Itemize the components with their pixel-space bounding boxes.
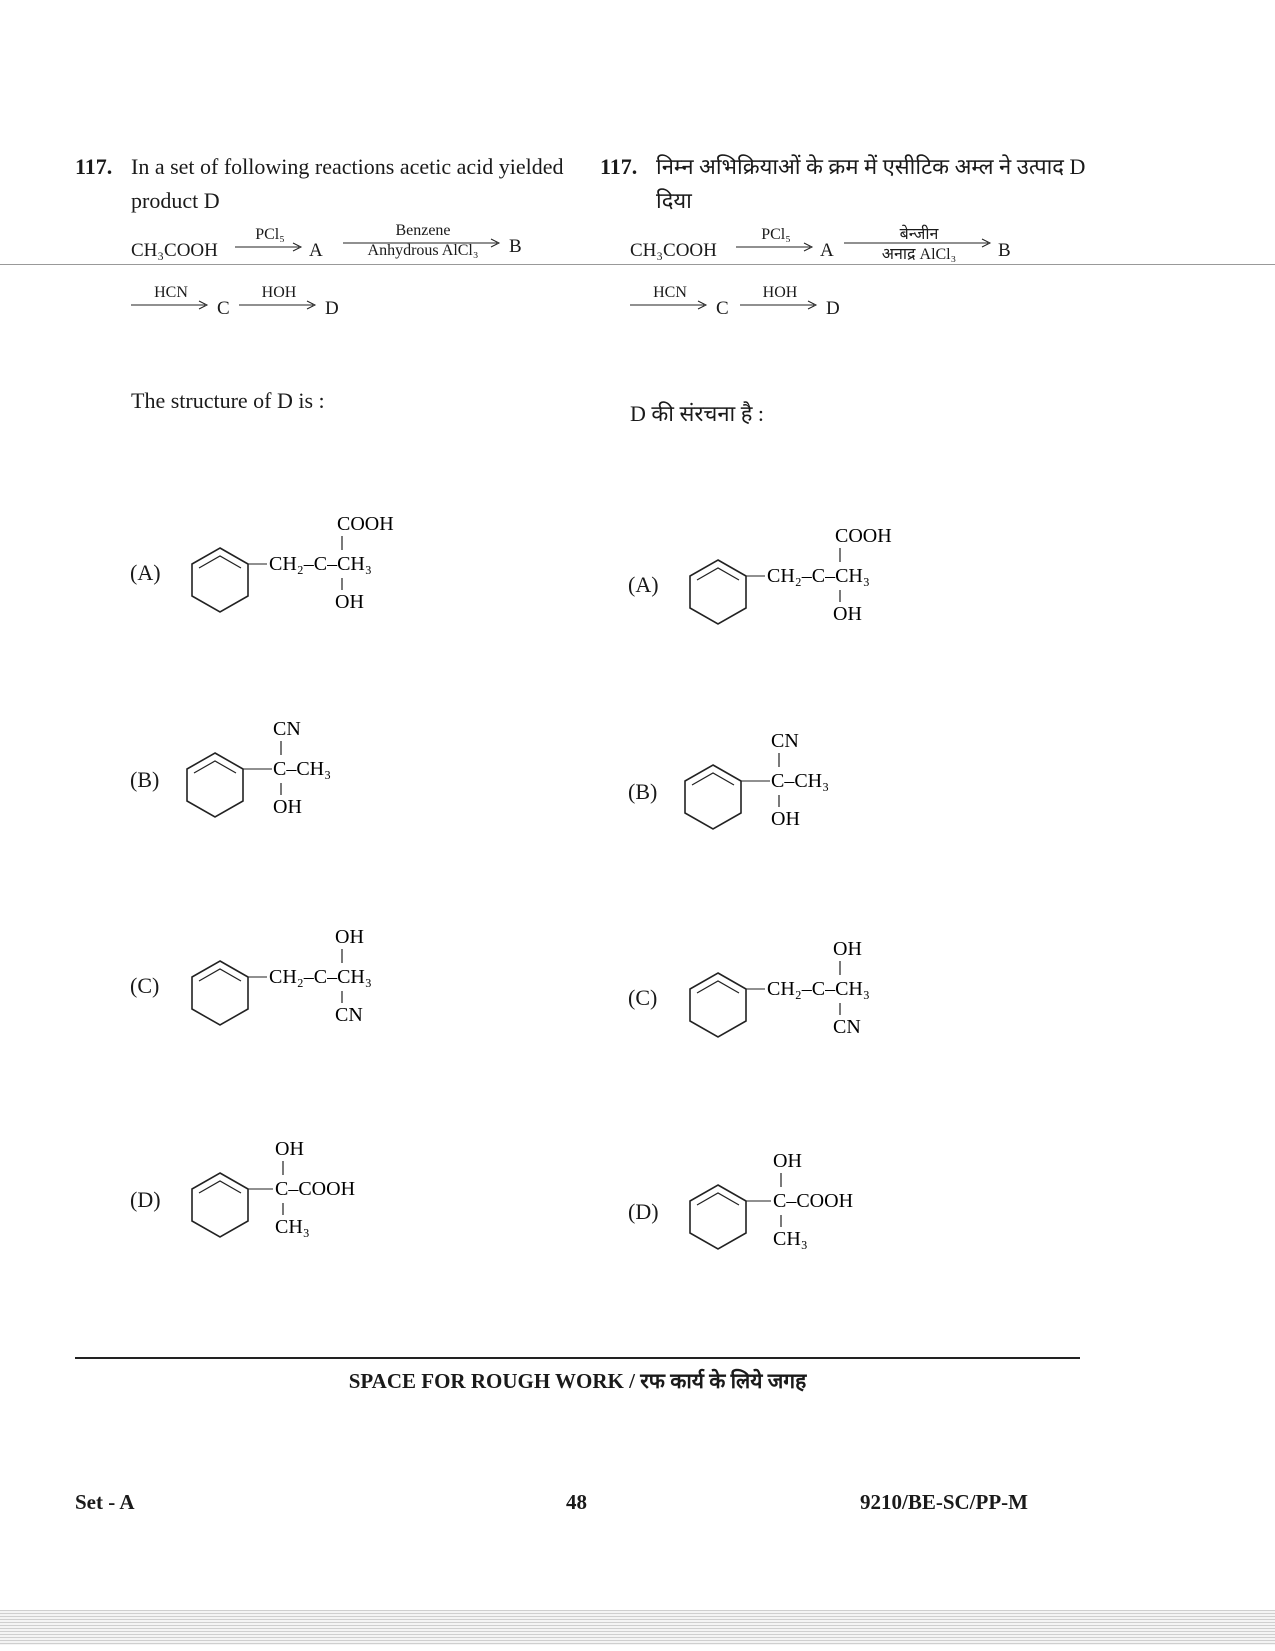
option-label: (D) xyxy=(130,1187,161,1212)
top-group: CN xyxy=(771,730,799,752)
top-group: OH xyxy=(773,1150,802,1172)
prompt-hindi: D की संरचना है : xyxy=(630,401,765,426)
bottom-group: CN xyxy=(335,1004,363,1026)
reaction-arrow-3 xyxy=(630,284,710,324)
structure-b xyxy=(683,727,963,837)
question-text: In a set of following reactions acetic acid yielded product D xyxy=(131,154,564,213)
reagent-label: Benzene xyxy=(395,222,451,239)
intermediate-b: B xyxy=(998,240,1011,261)
bottom-group: OH xyxy=(771,808,800,830)
main-chain: C–COOH xyxy=(275,1178,356,1200)
reagent-label: HOH xyxy=(261,284,297,301)
question-text: निम्न अभिक्रियाओं के क्रम में एसीटिक अम्ल ने उत्पाद D दिया xyxy=(656,154,1086,213)
intermediate-c: C xyxy=(217,298,230,319)
reagent-label: Anhydrous AlCl₃ xyxy=(367,242,479,259)
main-chain: CH₂–C–CH₃ xyxy=(767,978,870,1000)
arrow-icon xyxy=(235,242,305,252)
main-chain: CH₂–C–CH₃ xyxy=(269,553,372,575)
prompt-english: The structure of D is : xyxy=(131,388,325,413)
product-d: D xyxy=(826,298,840,319)
option-label: (C) xyxy=(628,985,658,1010)
arrow-icon xyxy=(740,300,820,310)
bottom-group: OH xyxy=(335,591,364,613)
top-group: CN xyxy=(273,718,301,740)
reaction-arrow-1 xyxy=(235,226,305,266)
reagent-label: बेन्जीन xyxy=(899,226,939,243)
set-label: Set - A xyxy=(75,1490,135,1514)
option-label: (C) xyxy=(130,973,160,998)
paper-code: 9210/BE-SC/PP-M xyxy=(860,1490,1028,1514)
reagent-label: PCl₅ xyxy=(255,226,285,243)
intermediate-a: A xyxy=(309,240,323,261)
structure-a xyxy=(185,510,505,620)
arrow-icon xyxy=(736,242,816,252)
question-hindi xyxy=(600,150,1100,334)
bottom-group: CH₃ xyxy=(773,1228,808,1250)
question-number: 117. xyxy=(600,154,638,179)
scan-edge xyxy=(0,1610,1275,1645)
rough-work-divider xyxy=(75,1357,1080,1359)
question-header xyxy=(600,150,1100,218)
option-label: (D) xyxy=(628,1199,659,1224)
main-chain: C–COOH xyxy=(773,1190,854,1212)
bottom-group: CH₃ xyxy=(275,1216,310,1238)
main-chain: CH₂–C–CH₃ xyxy=(767,565,870,587)
question-number: 117. xyxy=(75,154,113,179)
option-label: (A) xyxy=(130,560,161,585)
intermediate-a: A xyxy=(820,240,834,261)
structure-a xyxy=(683,522,1003,632)
intermediate-c: C xyxy=(716,298,729,319)
bottom-group: CN xyxy=(833,1016,861,1038)
option-label: (B) xyxy=(628,779,658,804)
product-d: D xyxy=(325,298,339,319)
bottom-group: OH xyxy=(833,603,862,625)
reagent-label: HCN xyxy=(154,284,188,301)
reaction-line-2 xyxy=(600,284,1100,334)
top-group: COOH xyxy=(835,525,892,547)
arrow-icon xyxy=(239,300,319,310)
reagent-label: PCl₅ xyxy=(761,226,791,243)
arrow-icon xyxy=(630,300,710,310)
question-english xyxy=(75,150,575,334)
rough-work-label: SPACE FOR ROUGH WORK / रफ कार्य के लिये जगह xyxy=(348,1369,807,1393)
question-header xyxy=(75,150,575,218)
reaction-arrow-4 xyxy=(239,284,319,324)
main-chain: CH₂–C–CH₃ xyxy=(269,966,372,988)
main-chain: C–CH₃ xyxy=(273,758,332,780)
bottom-group: OH xyxy=(273,796,302,818)
structure-c xyxy=(683,937,1003,1047)
reagent-label: HOH xyxy=(762,284,798,301)
option-label: (A) xyxy=(628,572,659,597)
reactant: CH₃COOH xyxy=(630,240,717,261)
reaction-line-1 xyxy=(75,222,575,276)
top-group: OH xyxy=(833,938,862,960)
arrow-icon xyxy=(131,300,211,310)
page-number: 48 xyxy=(566,1490,587,1514)
structure-d xyxy=(683,1147,983,1257)
top-group: OH xyxy=(335,926,364,948)
structure-b xyxy=(185,715,465,825)
reaction-line-1 xyxy=(600,226,1100,276)
reagent-label: अनाद्र AlCl₃ xyxy=(881,246,957,263)
reaction-line-2 xyxy=(75,284,575,334)
reagent-label: HCN xyxy=(653,284,687,301)
reaction-arrow-1 xyxy=(736,226,816,266)
reactant: CH₃COOH xyxy=(131,240,218,261)
reaction-arrow-4 xyxy=(740,284,820,324)
intermediate-b: B xyxy=(509,236,522,257)
structure-c xyxy=(185,925,505,1035)
top-group: COOH xyxy=(337,513,394,535)
structure-d xyxy=(185,1135,485,1245)
option-label: (B) xyxy=(130,767,160,792)
reaction-arrow-3 xyxy=(131,284,211,324)
reaction-arrow-2 xyxy=(343,222,503,268)
reaction-arrow-2 xyxy=(844,222,994,268)
main-chain: C–CH₃ xyxy=(771,770,830,792)
top-group: OH xyxy=(275,1138,304,1160)
